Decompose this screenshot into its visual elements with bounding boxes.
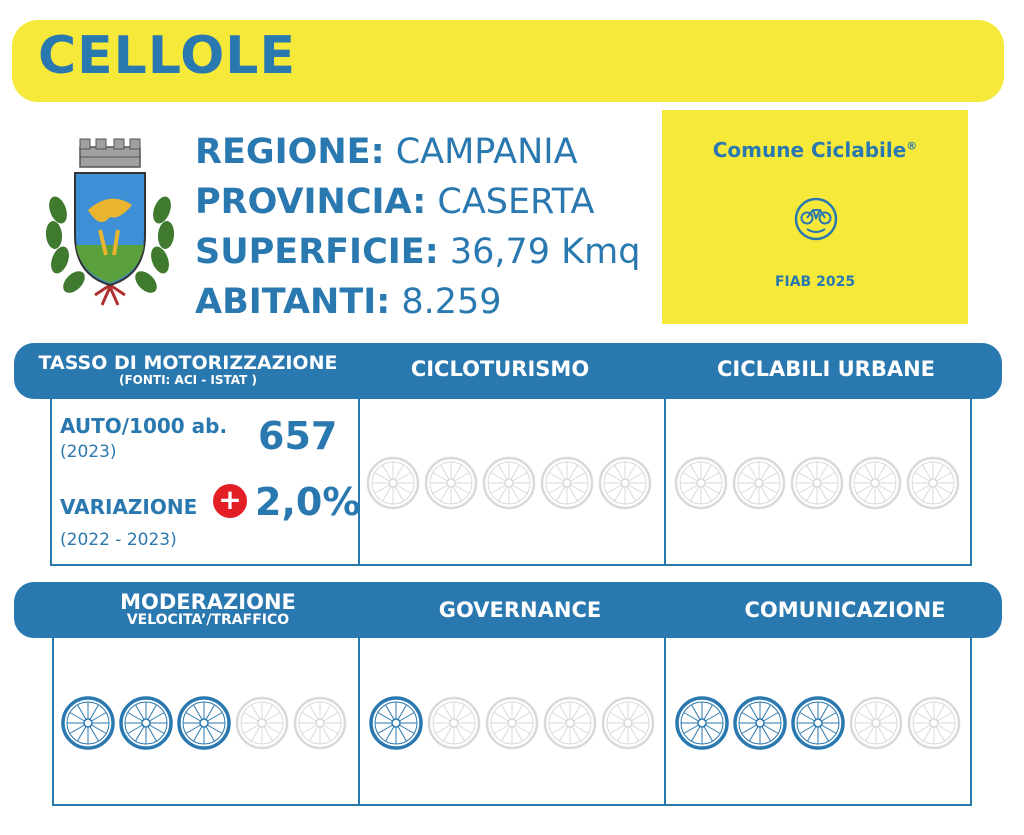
wheel-inactive-icon (539, 455, 595, 511)
rating-comunicazione (674, 695, 960, 751)
wheel-active-icon (368, 695, 424, 751)
wheel-active-icon (60, 695, 116, 751)
page-title: CELLOLE (38, 26, 296, 86)
info-abitanti-key: ABITANTI: (195, 282, 391, 322)
auto-year: (2023) (60, 442, 117, 462)
wheel-inactive-icon (789, 455, 845, 511)
bicycle-smile-icon (793, 196, 839, 242)
rating-cicloturismo (365, 455, 651, 511)
header-cicloturismo-label: CICLOTURISMO (410, 357, 590, 381)
wheel-active-icon (790, 695, 846, 751)
header-comunicazione (690, 598, 1000, 622)
header-moderazione (60, 590, 356, 627)
increase-plus-icon: + (213, 484, 247, 518)
info-superficie-key: SUPERFICIE: (195, 232, 439, 272)
variazione-years: (2022 - 2023) (60, 530, 177, 550)
header-governance-label: GOVERNANCE (438, 598, 602, 622)
header-ciclabili-label: CICLABILI URBANE (717, 357, 935, 381)
wheel-inactive-icon (365, 455, 421, 511)
wheel-inactive-icon (600, 695, 656, 751)
info-abitanti-value: 8.259 (401, 282, 502, 322)
wheel-inactive-icon (423, 455, 479, 511)
wheel-active-icon (732, 695, 788, 751)
badge-footer: FIAB 2025 (774, 274, 856, 290)
header-tasso-label: TASSO DI MOTORIZZAZIONE (38, 352, 338, 374)
auto-value: 657 (258, 414, 338, 458)
wheel-inactive-icon (731, 455, 787, 511)
rating-governance (368, 695, 654, 751)
info-abitanti (195, 282, 502, 322)
wheel-inactive-icon (848, 695, 904, 751)
header-comunicazione-label: COMUNICAZIONE (744, 598, 946, 622)
wheel-inactive-icon (597, 455, 653, 511)
header-moderazione-sub: VELOCITA’/TRAFFICO (126, 612, 290, 628)
info-provincia-key: PROVINCIA: (195, 182, 427, 222)
wheel-inactive-icon (542, 695, 598, 751)
wheel-inactive-icon (673, 455, 729, 511)
wheel-inactive-icon (906, 695, 962, 751)
info-provincia-value: CASERTA (437, 182, 595, 222)
header-moderazione-label: MODERAZIONE (120, 590, 296, 614)
comune-ciclabile-badge (662, 110, 968, 324)
wheel-active-icon (176, 695, 232, 751)
badge-title (662, 138, 968, 162)
header-tasso-sources: (FONTI: ACI - ISTAT ) (118, 373, 257, 387)
wheel-inactive-icon (847, 455, 903, 511)
info-regione (195, 132, 578, 172)
info-regione-key: REGIONE: (195, 132, 385, 172)
rating-moderazione (60, 695, 346, 751)
badge-registered-mark: ® (906, 139, 918, 153)
info-provincia (195, 182, 595, 222)
variazione-label: VARIAZIONE (60, 495, 198, 519)
wheel-inactive-icon (905, 455, 961, 511)
header-governance (380, 598, 660, 622)
info-regione-value: CAMPANIA (395, 132, 578, 172)
municipal-crest-icon (40, 135, 180, 310)
wheel-inactive-icon (234, 695, 290, 751)
wheel-inactive-icon (481, 455, 537, 511)
rating-ciclabili-urbane (673, 455, 959, 511)
wheel-active-icon (674, 695, 730, 751)
info-superficie-value: 36,79 Kmq (449, 232, 641, 272)
wheel-inactive-icon (426, 695, 482, 751)
wheel-inactive-icon (484, 695, 540, 751)
variazione-value: 2,0% (255, 480, 361, 524)
header-ciclabili-urbane (666, 357, 986, 381)
badge-title-text: Comune Ciclabile (712, 138, 907, 162)
wheel-inactive-icon (292, 695, 348, 751)
wheel-active-icon (118, 695, 174, 751)
header-tasso-motorizzazione (30, 352, 346, 387)
header-cicloturismo (360, 357, 640, 381)
auto-label: AUTO/1000 ab. (60, 414, 228, 438)
info-superficie (195, 232, 640, 272)
